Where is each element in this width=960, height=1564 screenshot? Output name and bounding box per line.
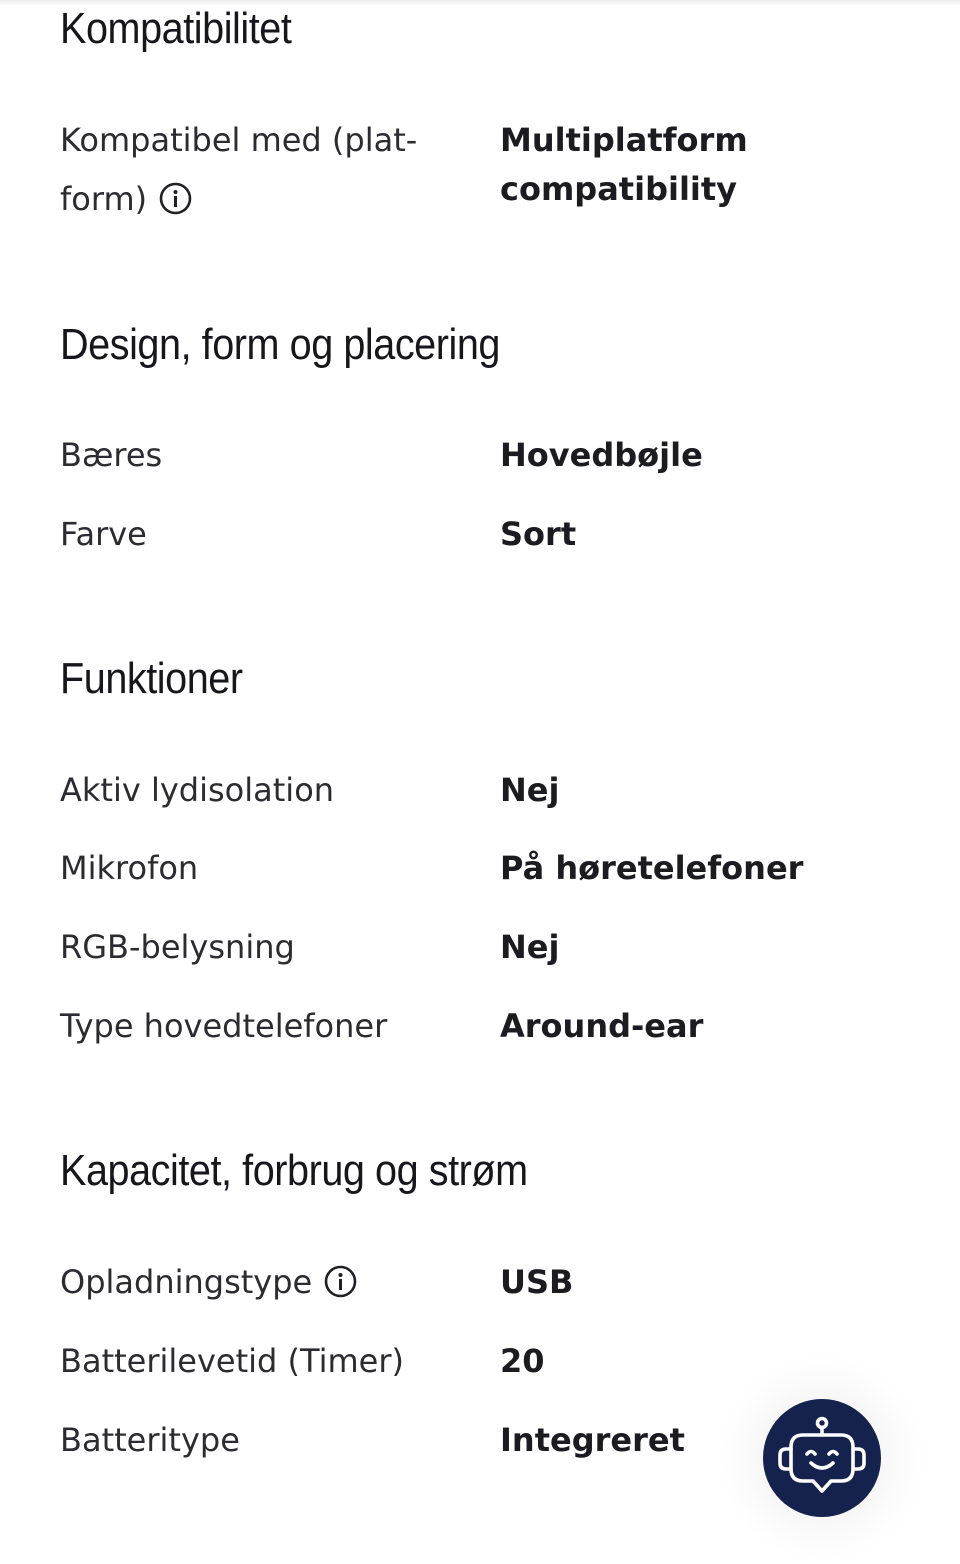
spec-label-rgb: RGB-belysning bbox=[60, 928, 295, 966]
spec-label-charging-type bbox=[60, 1253, 357, 1312]
spec-value-noise-cancel: Nej bbox=[500, 771, 560, 809]
section-title-features: Funktioner bbox=[60, 654, 243, 703]
spec-label-text: Opladningstype bbox=[60, 1263, 313, 1301]
section-title-power: Kapacitet, forbrug og strøm bbox=[60, 1146, 528, 1195]
spec-value-charging-type: USB bbox=[500, 1263, 574, 1301]
chat-assistant-button[interactable] bbox=[763, 1399, 881, 1517]
spec-value-compatible-with bbox=[500, 116, 748, 214]
spec-label-line: Kompatibel med (plat- bbox=[60, 121, 418, 159]
info-icon[interactable] bbox=[159, 182, 192, 215]
spec-value-battery-life: 20 bbox=[500, 1342, 545, 1380]
spec-label-text: form) bbox=[60, 180, 148, 218]
spec-value-battery-type: Integreret bbox=[500, 1421, 685, 1459]
spec-label-microphone: Mikrofon bbox=[60, 849, 199, 887]
section-title-design: Design, form og placering bbox=[60, 320, 500, 369]
spec-value-line: compatibility bbox=[500, 170, 738, 208]
spec-label-worn: Bæres bbox=[60, 436, 163, 474]
spec-label-noise-cancel: Aktiv lydisolation bbox=[60, 771, 335, 809]
spec-label-battery-type: Batteritype bbox=[60, 1421, 240, 1459]
info-icon[interactable] bbox=[324, 1265, 357, 1298]
spec-label-battery-life: Batterilevetid (Timer) bbox=[60, 1342, 404, 1380]
robot-chat-icon bbox=[763, 1399, 881, 1517]
spec-label-headphone-type: Type hovedtelefoner bbox=[60, 1007, 388, 1045]
spec-value-line: Multiplatform bbox=[500, 121, 748, 159]
spec-value-headphone-type: Around-ear bbox=[500, 1007, 704, 1045]
spec-label-color: Farve bbox=[60, 515, 147, 553]
spec-value-microphone: På høretelefoner bbox=[500, 849, 804, 887]
spec-value-worn: Hovedbøjle bbox=[500, 436, 703, 474]
section-title-compatibility: Kompatibilitet bbox=[60, 4, 292, 53]
spec-value-color: Sort bbox=[500, 515, 577, 553]
spec-label-line bbox=[60, 170, 417, 229]
spec-label-compatible-with bbox=[60, 111, 417, 229]
spec-value-rgb: Nej bbox=[500, 928, 560, 966]
